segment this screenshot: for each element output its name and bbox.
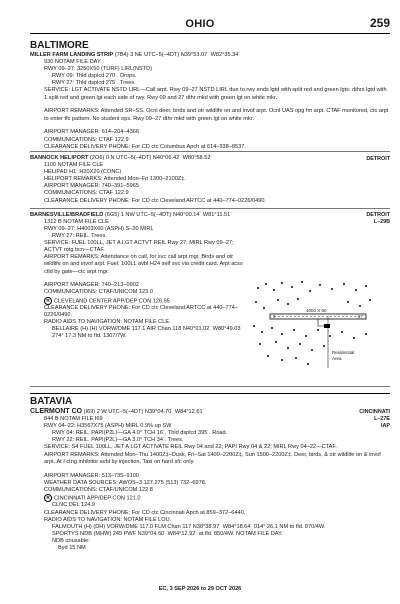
elevation-line: 844 B NOTAM FILE I69 [44,416,103,423]
service-line: SERVICE: FUEL 100LL, JET A LGT ACTVT REIL Rwy 27; MIRL Rwy 09–27; ACTVT rotg bcn—CTAF. [44,240,234,254]
airport-name: BARNESVILLE/BRADFIELD [30,212,104,218]
entry-divider [30,151,390,152]
runway-line: RWY 04–22: H3567X75 (ASPH) MIRL 0.9% up SW [44,423,172,430]
entry-divider [30,208,390,209]
remarks-line: HELIPORT REMARKS: Attended Mon–Fri 1300–2100Z‡. [44,176,186,183]
entry-divider [30,386,390,387]
clearance-line: CLEARANCE DELIVERY PHONE: For CD ctc Cleveland ARTCC at 440–774–0226/0490. [44,197,266,204]
airport-ident: (I69) 2 W UTC–5(–4DT) N39°04.70´ W84°12.61´ [83,409,205,415]
runway-dimension-label: 4003 X 60 [306,308,327,313]
ndb-unusable-range: Byd 15 NM [58,544,86,551]
elevation-line: 1312 B NOTAM FILE CLE [44,219,109,226]
clearance-line: CLEARANCE DELIVERY PHONE: For CD ctc Columbus Apch at 614–338–8537. [44,143,246,150]
navaids-line: RADIO AIDS TO NAVIGATION: NOTAM FILE CLE. [44,319,171,326]
service-line: SERVICE: S4 FUEL 100LL, JET A LGT ACTIVATE REIL Rwy 04 and 22; PAPI Rwy 04 & 22; MIRL Rwy 04–22—CTAF. [44,444,337,451]
vor-line: FALMOUTH (H) (DH) VORW/DME 117.0 FLM Chan 117 N38°38.97´ W84°18.64´ 014° 26.1 NM to fld. 870/4W. [52,523,326,530]
section-rule [30,393,390,394]
entry-barnesville [30,212,245,340]
barnesville-city-label [366,212,390,226]
center-name: DETROIT [366,156,390,162]
runway-end-line: RWY 09: Thld dsplcd 270´. Drops. [52,73,137,80]
elevation-line: 1100 NOTAM FILE CLE [44,162,104,169]
page-state-title: OHIO [185,18,215,30]
approach-control-line [30,494,390,503]
clearance-delivery-freq: CLNC DEL 124.9 [52,502,96,509]
runway-line: RWY 09–27: H4003X60 (ASPH) S–30 MIRL [44,226,154,233]
city-heading-batavia: BATAVIA [30,396,73,407]
building [324,324,330,328]
airport-name: BANNOCK HELIPORT [30,155,89,161]
approach-control-text: CINCINNATI APP/DEP CON 121.0 [54,495,141,502]
header-rule [30,33,390,34]
approach-control-line [30,297,245,306]
helipad-line: HELIPAD H1: H20X20 (CONC) [44,169,122,176]
weather-line: WEATHER DATA SOURCES: AWOS–3 127.275 (513) 732–6978. [44,479,207,486]
communications-line: COMMUNICATIONS: CTAF 122.9 [44,136,129,143]
center-name: CINCINNATI [359,409,390,415]
runway-end-line: RWY 27: Thld dsplcd 275´. Trees. [52,80,136,87]
page-number: 259 [369,16,390,30]
iap-ref: IAP [381,423,390,429]
runway-line: RWY 09–27: 3250X50 (TURF) LIRL(NSTD) [44,66,152,73]
navaids-line: RADIO AIDS TO NAVIGATION: NOTAM FILE LOU. [44,516,172,523]
communications-line: COMMUNICATIONS: CTAF/UNICOM 123.0 [44,289,153,296]
r-circle-icon: R [44,494,52,502]
clearance-line: CLEARANCE DELIVERY PHONE: For CD ctc Cleveland ARTCC at 440–774–0226/0490. [44,305,238,319]
airport-ident: (6G5) 1 NW UTC–5(–4DT) N40°00.14´ W81°11.51´ [104,212,233,218]
vor-line: BELLAIRE (H) (H) VORW/DME 117.1 AIR Chan 118 N40°01.02´ W80°49.03´ 274° 17.3 NM to fld. 1307/7W. [52,326,243,340]
remarks-line: AIRPORT REMARKS: Attendance on call, for svc call arpt mgr. Birds and otr wildlife on and invof arpt. Fuel: 100LL avbl H24 self svc via credit card. Arpt acss ctld by gate—ctc arpt mgr. [44,254,243,275]
chart-ref: L–29B [373,219,390,225]
chart-ref: L–27E [374,416,390,422]
communications-line: COMMUNICATIONS: CTAF/UNICOM 122.8 [44,486,153,493]
entry-bannock-heliport [30,155,390,205]
runway-end-line: RWY 22: REIL. PAPI(P2L)—GA 3.0° TCH 34´. Trees. [52,437,184,444]
manager-line: AIRPORT MANAGER: 614–204–4366 [44,129,139,136]
airport-name: MILLER FARM LANDING STRIP [30,52,114,58]
service-line: SERVICE: LGT ACTIVATE NSTD LIRL—Call arpt. Rwy 09–27 NSTD LIRL due to rwy ends lgtd with split red and green lgts; dthrs lgtd with 1 split red and green lgt each side of rwy. Rwy 09 and 27 dthr mkd with green lgt on white mkr. [44,87,387,101]
airport-name: CLERMONT CO [30,408,83,415]
runway-number-27: 27 [358,314,364,319]
remarks-line: AIRPORT REMARKS: Attended Mon–Thu 1400Z‡–Dusk, Fri–Sat 1400–2200Z‡, Sun 1500–2200Z‡. Deer, birds, & otr wildlife on & invof arpt. At I ctng inhibitor avbl by injection. Taxi on hard sfc only. [44,451,381,465]
airport-diagram [248,278,378,368]
manager-line: AIRPORT MANAGER: 740–391–5965 [44,183,139,190]
residential-area-label-2: Area [332,356,342,361]
ndb-unusable-line: NDB unusable: [52,537,90,544]
clearance-line: CLEARANCE DELIVERY PHONE: For CD ctc Cincinnati Apch at 859–372–6440. [44,509,246,516]
r-circle-icon: R [44,297,52,305]
runway-number-09: 9 [273,314,276,319]
manager-line: AIRPORT MANAGER: 740–213–0902 [44,282,139,289]
runway-end-line: RWY 27: REIL. Trees. [52,233,107,240]
bannock-title-line [30,155,390,162]
manager-line: AIRPORT MANAGER: 513–735–9100 [44,472,139,479]
runway-end-line: RWY 04: REIL. PAPI(P2L)—GA 4.0° TCH 16´. Thld dsplcd 395´. Road. [52,430,228,437]
center-name: DETROIT [366,212,390,218]
approach-control-text: CLEVELAND CENTER APP/DEP CON 126.95 [54,298,170,305]
ndb-line: SPORTYS NDB (MHW) 245 PWF N39°04.60´ W84°12.92´ at fld. 850/4W. NOTAM FILE DAY. [52,530,283,537]
airport-ident: (2O6) 0 N UTC–5(–4DT) N40°06.42´ W80°58.52´ [90,155,213,161]
elevation-line: 930 NOTAM FILE DAY [44,59,101,66]
airport-ident: (7B4) 3 NE UTC–5(–4DT) N39°53.07´ W82°35.34´ [114,52,241,58]
entry-clermont-co [30,408,390,552]
communications-line: COMMUNICATIONS: CTAF 122.9 [44,190,129,197]
effective-dates-footer: EC, 3 SEP 2026 to 29 OCT 2026 [158,586,242,592]
remarks-line: AIRPORT REMARKS: Attended SR–SS. Ocnl deer, birds and otr wildlife on and invof arpt. Ocnl UAS opg fm arpt. CTAF monitored, ctc arpt to enter tfc pattern. No student ops. Rwy 09–27 dthr mkd with green lgt on white mkr. [44,108,389,122]
barnesville-title-line [30,212,245,219]
city-heading-baltimore: BALTIMORE [30,40,89,51]
residential-area-label: Residential [332,350,355,355]
clermont-title-line [30,408,390,416]
miller-title-line [30,52,390,59]
entry-miller-farm [30,52,390,151]
